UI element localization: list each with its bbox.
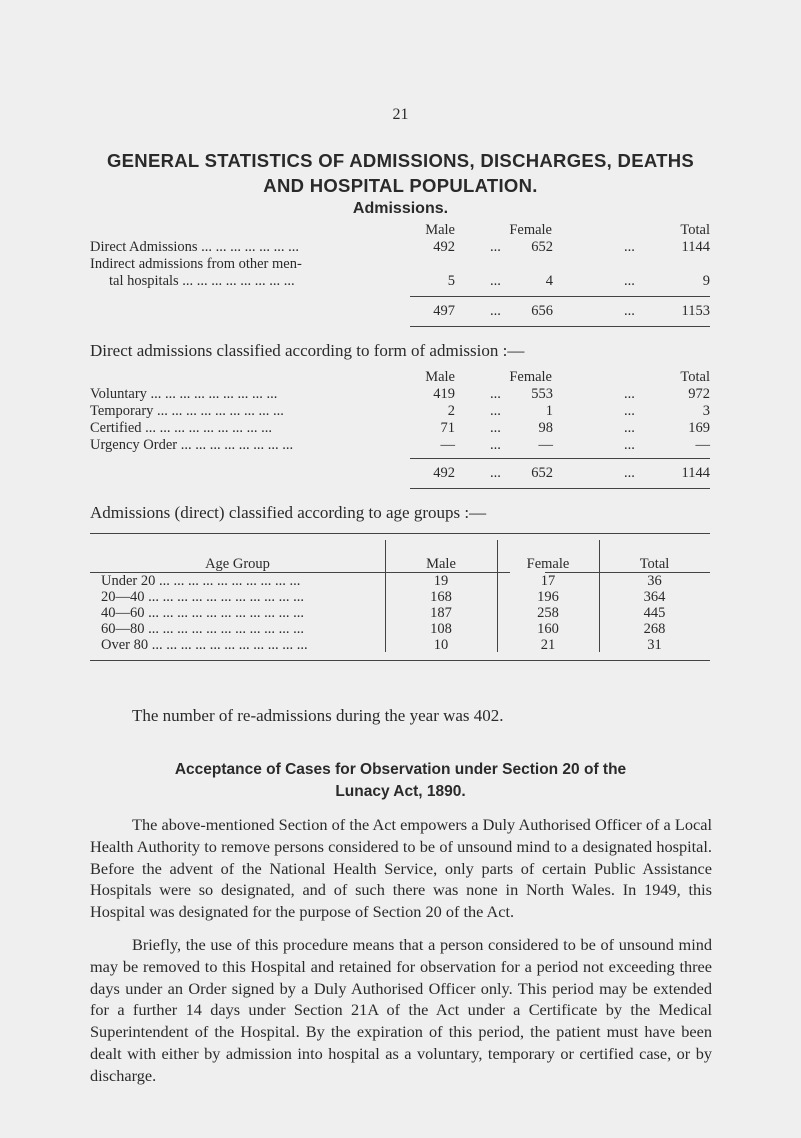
form-cell: 98 bbox=[538, 420, 553, 436]
form-row-label: Temporary ... ... ... ... ... ... ... ... ... bbox=[90, 403, 284, 419]
adm-total: 656 bbox=[531, 303, 553, 319]
age-header-group: Age Group bbox=[205, 556, 270, 572]
adm-cell: 9 bbox=[702, 273, 710, 289]
form-cell: 419 bbox=[433, 386, 455, 402]
leader-dots: ... bbox=[624, 239, 635, 255]
leader-dots: ... bbox=[624, 303, 635, 319]
form-cell: 1 bbox=[545, 403, 553, 419]
age-cell: 21 bbox=[540, 637, 556, 653]
age-table-top-rule bbox=[90, 533, 710, 534]
section-20-heading bbox=[0, 759, 801, 803]
leader-dots: ... bbox=[490, 303, 501, 319]
form-caption: Direct admissions classified according to form of admission :— bbox=[90, 341, 525, 360]
age-header-male: Male bbox=[426, 556, 456, 572]
leader-dots: ... bbox=[490, 465, 501, 481]
form-col-male: Male bbox=[425, 369, 455, 385]
section-20-paragraph-1: The above-mentioned Section of the Act empowers a Duly Authorised Officer of a Local Health Authority to remove persons considered to be of unsound mind to a designated hospital. Before the advent of the National Health Service, only parts of certain Public Assistance Hospitals were so designated, and of such there was none in North Wales. In 1949, this Hospital was designated for the purpose of Section 20 of the Act. bbox=[90, 815, 712, 922]
form-col-female: Female bbox=[509, 369, 552, 385]
leader-dots: ... bbox=[624, 386, 635, 402]
leader-dots: ... bbox=[490, 386, 501, 402]
age-cell: 445 bbox=[643, 605, 666, 621]
adm-row-label: Direct Admissions ... ... ... ... ... ... ... bbox=[90, 239, 300, 255]
leader-dots: ... bbox=[624, 465, 635, 481]
age-cell: 168 bbox=[430, 589, 452, 605]
age-row-label: Under 20 ... ... ... ... ... ... ... ... ... ... bbox=[101, 573, 301, 589]
age-row-label: Over 80 ... ... ... ... ... ... ... ... ... ... ... bbox=[101, 637, 308, 653]
age-cell: 268 bbox=[643, 621, 666, 637]
form-cell: 3 bbox=[702, 403, 710, 419]
leader-dots: ... bbox=[490, 437, 501, 453]
form-cell: — bbox=[695, 437, 710, 453]
adm-cell: 4 bbox=[545, 273, 553, 289]
leader-dots: ... bbox=[490, 403, 501, 419]
form-total-rule bbox=[410, 458, 710, 459]
title-line-1: GENERAL STATISTICS OF ADMISSIONS, DISCHARGES, DEATHS bbox=[106, 150, 695, 171]
adm-bottom-rule bbox=[410, 326, 710, 327]
form-col-total: Total bbox=[680, 369, 710, 385]
form-cell: 553 bbox=[531, 386, 553, 402]
age-cell: 17 bbox=[540, 573, 556, 589]
age-cell: 196 bbox=[537, 589, 559, 605]
adm-cell: 5 bbox=[447, 273, 455, 289]
age-table-bottom-rule bbox=[90, 660, 710, 661]
section-20-paragraph-2: Briefly, the use of this procedure means that a person considered to be of unsound mind may be removed to this Hospital and retained for observation for a period not exceeding three days under an Order signed by a Duly Authorised Officer only. This period may be extended for a further 14 days under Section 21A of the Act under a Certificate by the Medical Superintendent of the Hospital. By the expiration of this period, the patient must have been dealt with either by admission into hospital as a voluntary, temporary or certified case, or by discharge. bbox=[90, 935, 712, 1085]
form-cell: 169 bbox=[688, 420, 710, 436]
adm-col-female: Female bbox=[509, 222, 552, 238]
form-cell: — bbox=[538, 437, 553, 453]
form-bottom-rule bbox=[410, 488, 710, 489]
section-20-heading-line-1: Acceptance of Cases for Observation under Section 20 of the bbox=[174, 761, 627, 778]
adm-col-total: Total bbox=[680, 222, 710, 238]
adm-cell: 492 bbox=[433, 239, 455, 255]
leader-dots: ... bbox=[490, 273, 501, 289]
adm-total: 1153 bbox=[681, 303, 710, 319]
title-line-2: AND HOSPITAL POPULATION. bbox=[263, 175, 538, 196]
age-row-label: 20—40 ... ... ... ... ... ... ... ... ... ... ... bbox=[101, 589, 304, 605]
age-cell: 10 bbox=[433, 637, 449, 653]
age-cell: 258 bbox=[537, 605, 559, 621]
age-header-female: Female bbox=[526, 556, 570, 572]
form-total: 652 bbox=[531, 465, 553, 481]
leader-dots: ... bbox=[624, 273, 635, 289]
adm-total: 497 bbox=[433, 303, 455, 319]
leader-dots: ... bbox=[490, 420, 501, 436]
page-title bbox=[0, 148, 801, 198]
form-cell: 972 bbox=[688, 386, 710, 402]
age-cell: 364 bbox=[643, 589, 666, 605]
admissions-heading: Admissions. bbox=[352, 200, 449, 217]
form-cell: 2 bbox=[447, 403, 455, 419]
form-cell: — bbox=[440, 437, 455, 453]
leader-dots: ... bbox=[624, 420, 635, 436]
form-total: 492 bbox=[433, 465, 455, 481]
readmissions-text: The number of re-admissions during the year was 402. bbox=[132, 706, 504, 725]
page-number: 21 bbox=[392, 106, 409, 123]
age-cell: 19 bbox=[433, 573, 449, 589]
age-cell: 36 bbox=[647, 573, 662, 589]
adm-total-rule bbox=[410, 296, 710, 297]
adm-col-male: Male bbox=[425, 222, 455, 238]
adm-cell: 1144 bbox=[681, 239, 710, 255]
leader-dots: ... bbox=[624, 437, 635, 453]
adm-row-label-cont: tal hospitals ... ... ... ... ... ... ... ... bbox=[109, 273, 295, 289]
leader-dots: ... bbox=[624, 403, 635, 419]
age-header-total: Total bbox=[639, 556, 670, 572]
age-row-label: 60—80 ... ... ... ... ... ... ... ... ... ... ... bbox=[101, 621, 304, 637]
age-cell: 187 bbox=[430, 605, 452, 621]
age-cell: 31 bbox=[647, 637, 662, 653]
age-cell: 160 bbox=[537, 621, 559, 637]
adm-cell: 652 bbox=[531, 239, 553, 255]
age-row-label: 40—60 ... ... ... ... ... ... ... ... ... ... ... bbox=[101, 605, 304, 621]
section-20-heading-line-2: Lunacy Act, 1890. bbox=[335, 783, 466, 800]
form-row-label: Voluntary ... ... ... ... ... ... ... ... ... bbox=[90, 386, 278, 402]
form-row-label: Urgency Order ... ... ... ... ... ... ... ... bbox=[90, 437, 294, 453]
form-total: 1144 bbox=[681, 465, 710, 481]
leader-dots: ... bbox=[490, 239, 501, 255]
form-cell: 71 bbox=[440, 420, 455, 436]
adm-row-label: Indirect admissions from other men- bbox=[90, 256, 302, 272]
form-row-label: Certified ... ... ... ... ... ... ... ... ... bbox=[90, 420, 273, 436]
age-caption: Admissions (direct) classified according to age groups :— bbox=[90, 503, 487, 522]
age-cell: 108 bbox=[430, 621, 452, 637]
